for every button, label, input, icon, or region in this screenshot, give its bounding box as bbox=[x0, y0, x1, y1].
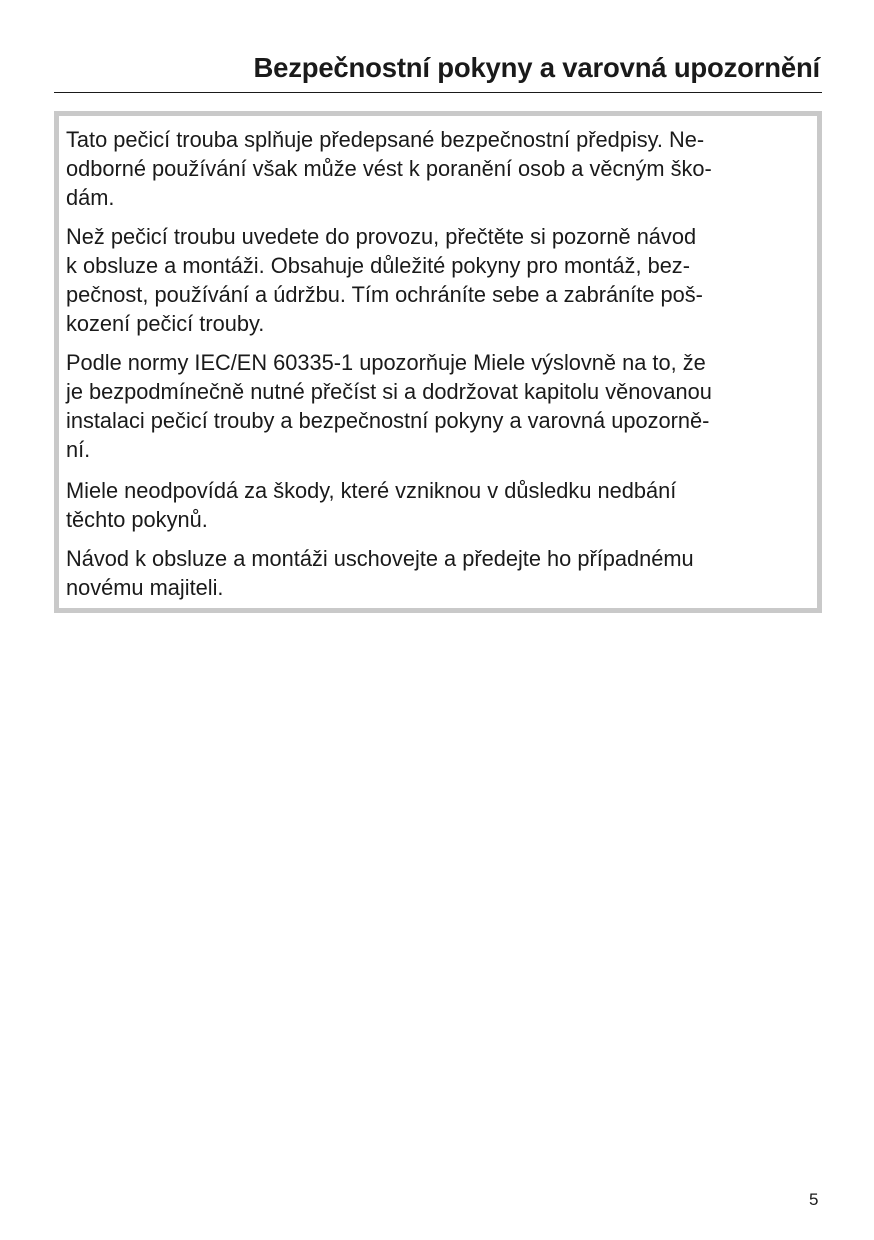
paragraph-line: novému majiteli. bbox=[66, 575, 224, 600]
page-header bbox=[54, 50, 822, 93]
paragraph-line: těchto pokynů. bbox=[66, 507, 208, 532]
paragraph-line: dám. bbox=[66, 185, 115, 210]
paragraph-line: je bezpodmínečně nutné přečíst si a dodržovat kapitolu věnovanou bbox=[66, 379, 712, 404]
paragraph-line: Návod k obsluze a montáži uschovejte a předejte ho případnému bbox=[66, 546, 694, 571]
safety-paragraph-read-manual bbox=[66, 222, 703, 338]
paragraph-line: Tato pečicí trouba splňuje předepsané bezpečnostní předpisy. Ne- bbox=[66, 127, 705, 152]
paragraph-line: Miele neodpovídá za škody, které vzniknou v důsledku nedbání bbox=[66, 478, 677, 503]
paragraph-line: ní. bbox=[66, 437, 91, 462]
safety-paragraph-keep-manual bbox=[66, 544, 694, 602]
safety-paragraph-compliance bbox=[66, 125, 712, 212]
paragraph-line: Podle normy IEC/EN 60335-1 upozorňuje Miele výslovně na to, že bbox=[66, 350, 706, 375]
safety-paragraph-standard bbox=[66, 348, 712, 464]
paragraph-line: kození pečicí trouby. bbox=[66, 311, 265, 336]
page-number: 5 bbox=[809, 1190, 819, 1209]
paragraph-line: pečnost, používání a údržbu. Tím ochráníte sebe a zabráníte poš- bbox=[66, 282, 703, 307]
paragraph-line: Než pečicí troubu uvedete do provozu, přečtěte si pozorně návod bbox=[66, 224, 697, 249]
paragraph-line: instalaci pečicí trouby a bezpečnostní pokyny a varovná upozorně- bbox=[66, 408, 710, 433]
safety-paragraph-liability bbox=[66, 476, 676, 534]
paragraph-line: odborné používání však může vést k poranění osob a věcným ško- bbox=[66, 156, 712, 181]
safety-notice-box bbox=[54, 111, 822, 613]
paragraph-line: k obsluze a montáži. Obsahuje důležité pokyny pro montáž, bez- bbox=[66, 253, 690, 278]
page-title: Bezpečnostní pokyny a varovná upozornění bbox=[253, 52, 820, 83]
